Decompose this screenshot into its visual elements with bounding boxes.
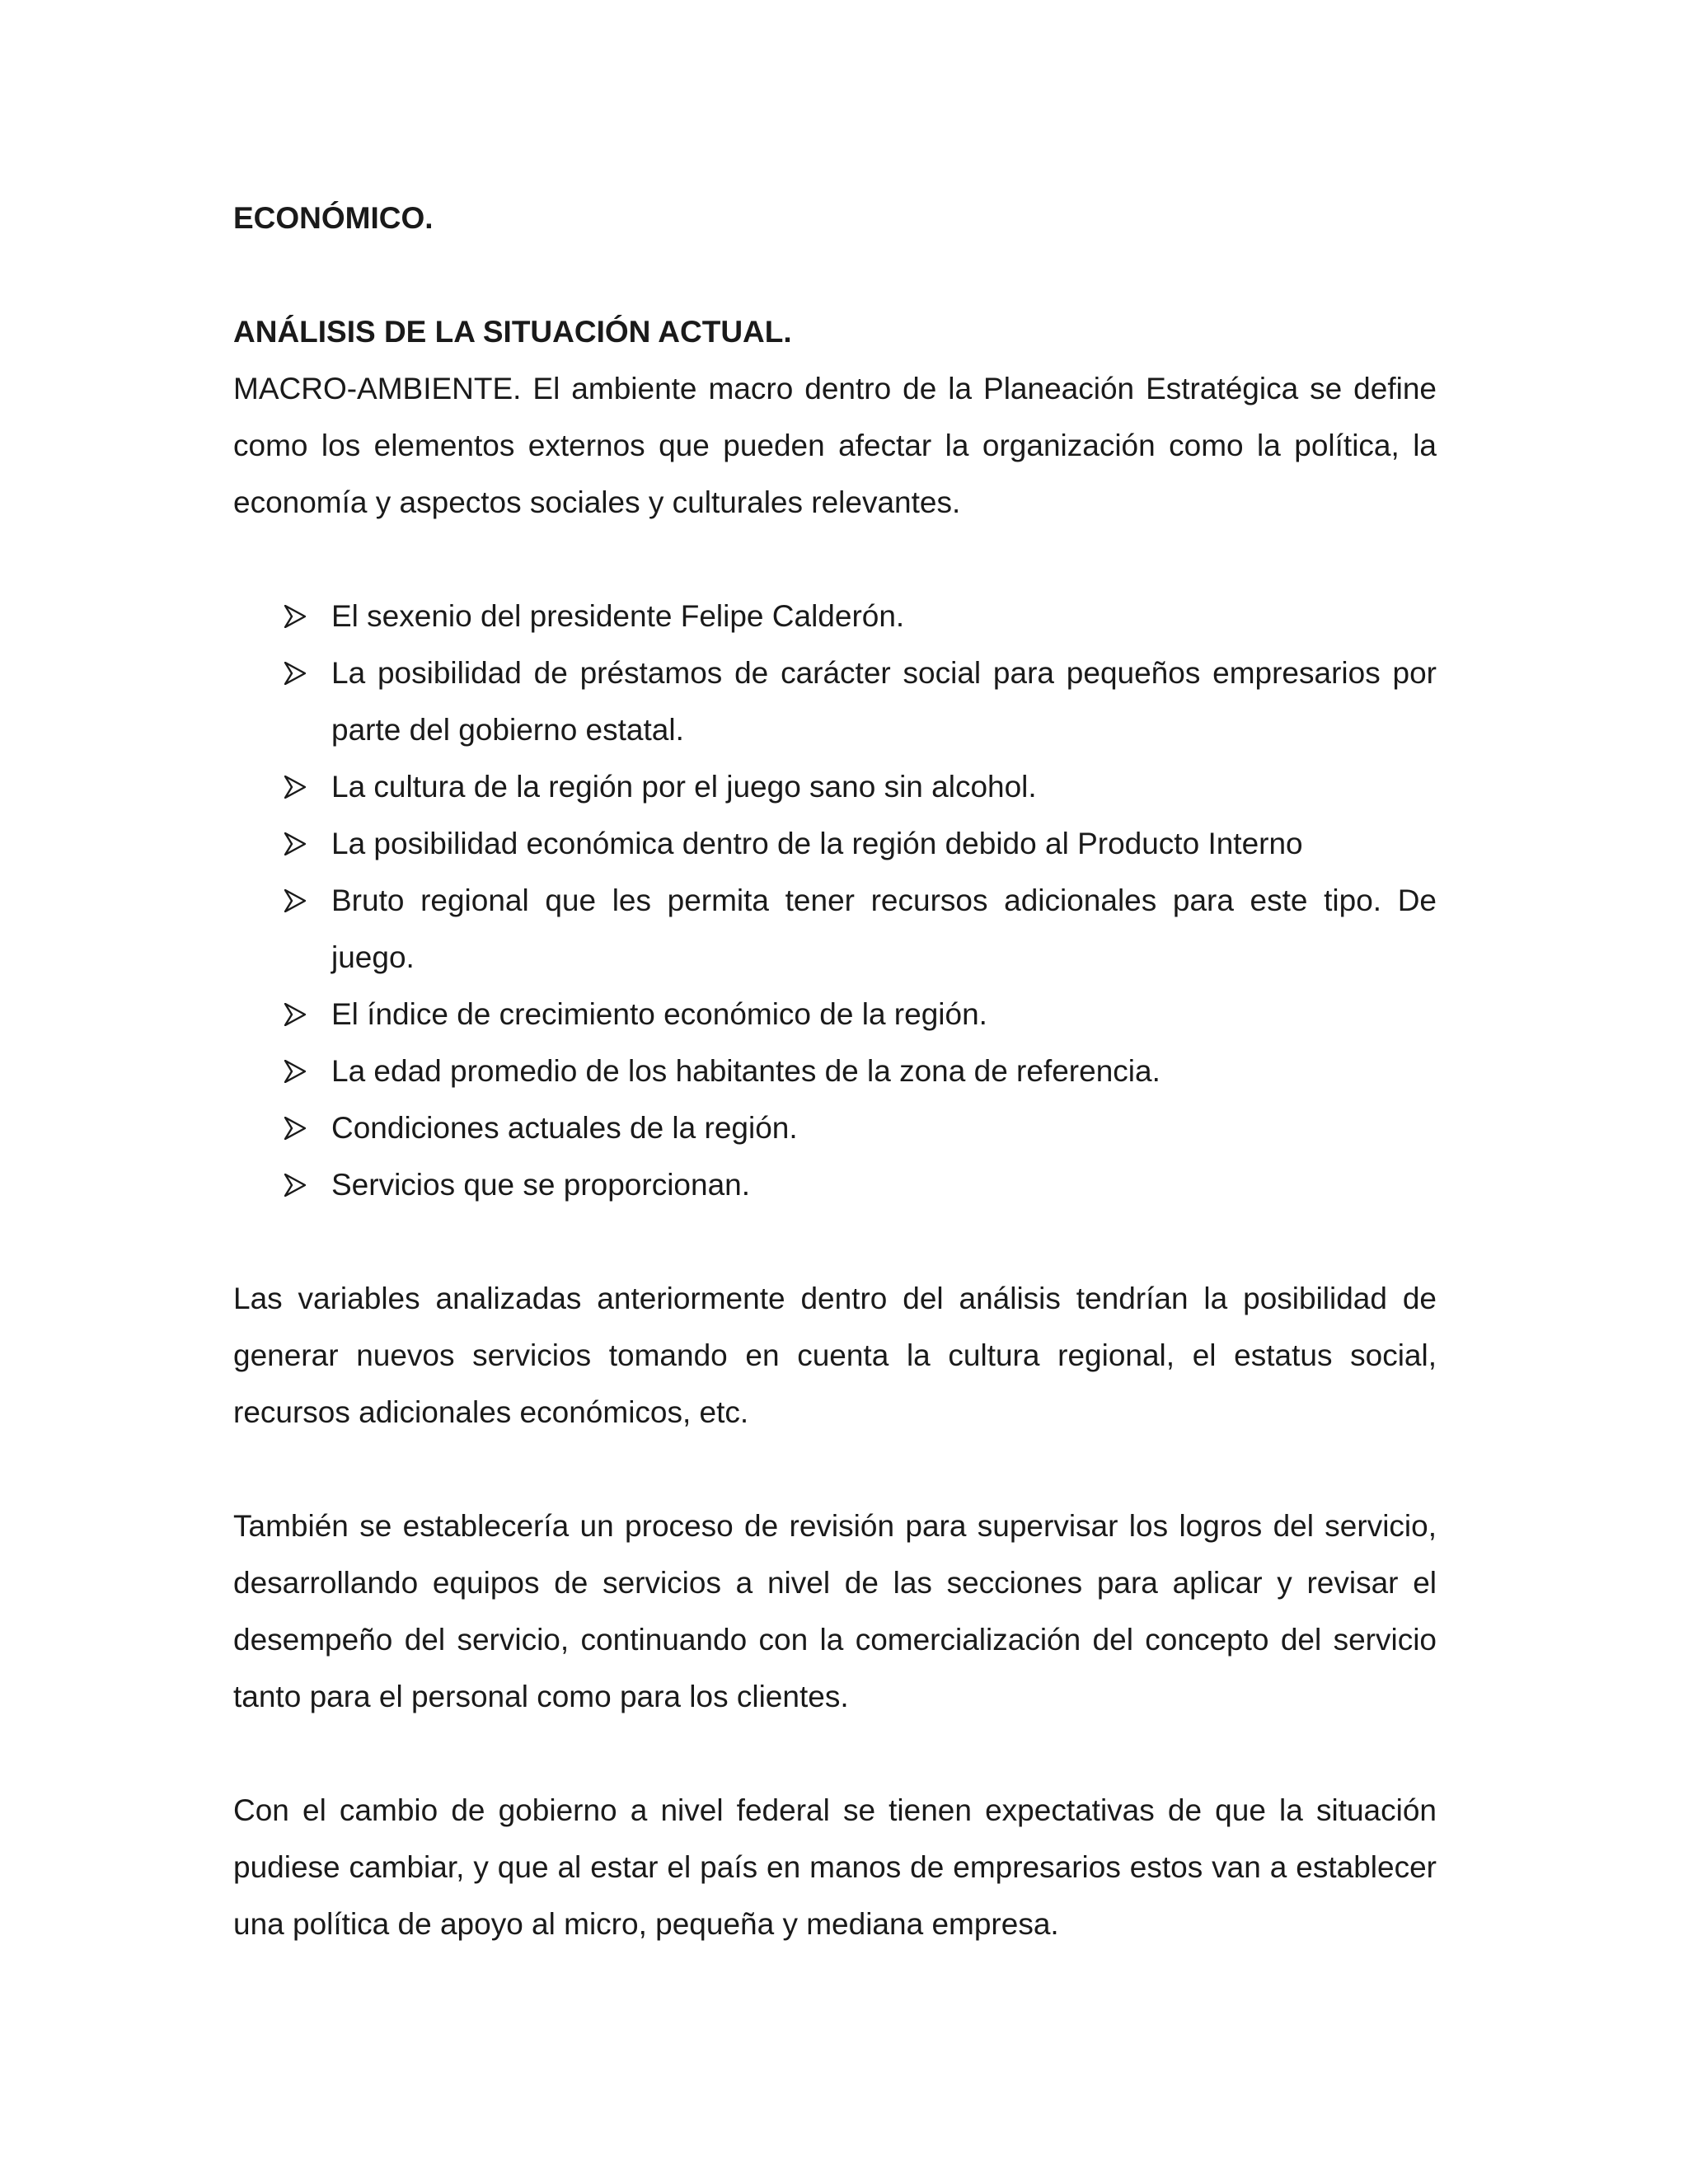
arrowhead-bullet-icon [284,872,317,929]
body-paragraph-variables: Las variables analizadas anteriormente dentro del análisis tendrían la posibilidad de generar nuevos servicios tomando en cuenta la cultura regional, el estatus social, recursos adicionales económicos, etc. [233,1282,1437,1429]
list-item [233,986,1437,1043]
list-item [233,644,1437,758]
list-item [233,588,1437,644]
arrowhead-bullet-icon [284,644,317,701]
arrowhead-bullet-icon [284,1043,317,1099]
arrowhead-bullet-icon [284,1099,317,1156]
list-item-text: El índice de crecimiento económico de la región. [331,997,987,1031]
list-item [233,872,1437,986]
arrowhead-bullet-icon [284,758,317,815]
arrowhead-bullet-icon [284,1156,317,1213]
arrowhead-bullet-icon [284,986,317,1043]
list-item-text: Servicios que se proporcionan. [331,1168,751,1202]
list-item [233,815,1437,872]
bullet-list [233,588,1437,1213]
list-item [233,758,1437,815]
list-item-text: La posibilidad de préstamos de carácter social para pequeños empresarios por parte del gobierno estatal. [331,656,1437,747]
document-page [233,190,1437,1952]
arrowhead-bullet-icon [284,588,317,644]
subsection-title: ANÁLISIS DE LA SITUACIÓN ACTUAL. [233,315,792,349]
list-item-text: La posibilidad económica dentro de la región debido al Producto Interno [331,827,1303,860]
list-item [233,1043,1437,1099]
body-paragraph-review-process: También se establecería un proceso de revisión para supervisar los logros del servicio, desarrollando equipos de servicios a nivel de las secciones para aplicar y revisar el desempeño del servicio, continuando con la comercialización del concepto del servicio tanto para el personal como para los clientes. [233,1509,1437,1713]
list-item-text: El sexenio del presidente Felipe Calderón. [331,599,905,633]
body-paragraph-government-change: Con el cambio de gobierno a nivel federal se tienen expectativas de que la situación pudiese cambiar, y que al estar el país en manos de empresarios estos van a establecer una política de apoyo al micro, pequeña y mediana empresa. [233,1793,1437,1941]
list-item-text: Condiciones actuales de la región. [331,1111,798,1145]
arrowhead-bullet-icon [284,815,317,872]
intro-paragraph: MACRO-AMBIENTE. El ambiente macro dentro de la Planeación Estratégica se define como los elementos externos que pueden afectar la organización como la política, la economía y aspectos sociales y culturales relevantes. [233,372,1437,519]
list-item-text: La edad promedio de los habitantes de la zona de referencia. [331,1054,1160,1088]
list-item [233,1156,1437,1213]
section-title: ECONÓMICO. [233,201,434,235]
list-item-text: Bruto regional que les permita tener recursos adicionales para este tipo. De juego. [331,883,1437,974]
list-item [233,1099,1437,1156]
list-item-text: La cultura de la región por el juego sano sin alcohol. [331,770,1037,804]
